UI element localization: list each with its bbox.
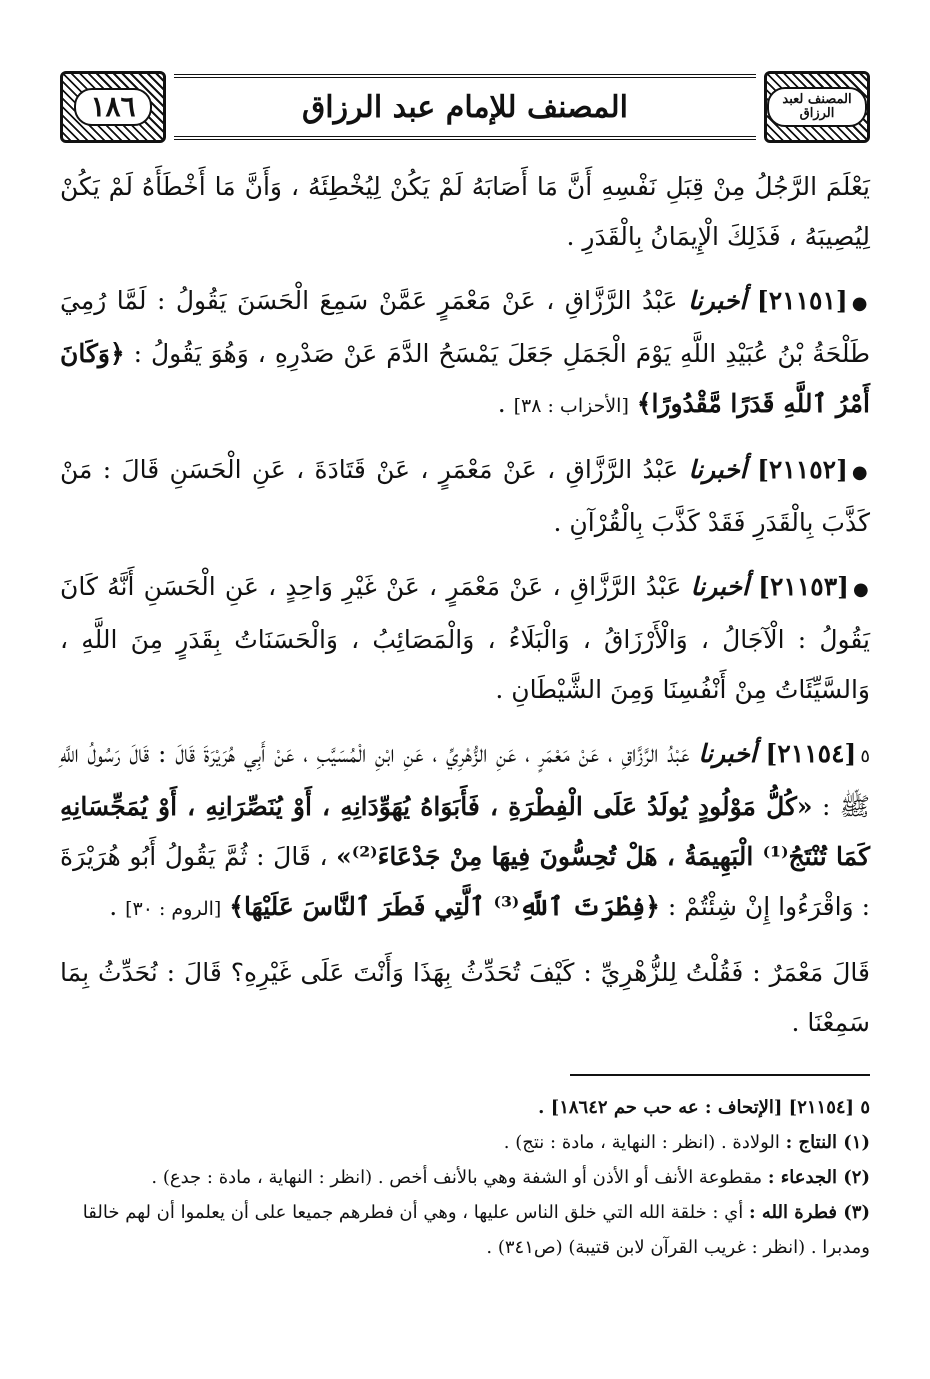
mamar-comment: [60, 948, 870, 1048]
title-band: [174, 74, 756, 140]
footnote-item: [60, 1125, 870, 1160]
hadith-number: [٢١١٥٤]: [765, 739, 857, 768]
footnotes: [60, 1090, 870, 1265]
footnote-text: مقطوعة الأنف أو الأذن أو الشفة وهي بالأنف أخص . (انظر : النهاية ، مادة : جدع) .: [151, 1167, 763, 1188]
footnote-item: [60, 1195, 870, 1265]
circle-marker: ٥: [860, 746, 871, 767]
main-text: [60, 162, 870, 1048]
paragraph-text: يَعْلَمَ الرَّجُلُ مِنْ قِبَلِ نَفْسِهِ أَنَّ مَا أَصَابَهُ لَمْ يَكُنْ لِيُخْطِئَهُ ، وَأَنَّ مَا أَخْطَأَهُ لَمْ يَكُنْ لِيُصِيبَهُ ، فَذَلِكَ الْإِيمَانُ بِالْقَدَرِ .: [60, 172, 870, 251]
footnote-divider: [570, 1074, 870, 1076]
prophetic-saying: «كُلُّ مَوْلُودٍ يُولَدُ عَلَى الْفِطْرَةِ ، فَأَبَوَاهُ يُهَوِّدَانِهِ ، أَوْ يُنَصِّرَانِهِ ، أَوْ يُمَجِّسَانِهِ كَمَا تُنْتَجُ⁽¹⁾ الْبَهِيمَةُ ، هَلْ تُحِسُّونَ فِيهَا مِنْ جَدْعَاءَ⁽²⁾»: [60, 792, 871, 871]
isnad-lead: أخبرنا: [688, 455, 747, 484]
paragraph-text: عَبْدُ الرَّزَّاقِ ، عَنْ مَعْمَرٍ ، عَنْ قَتَادَةَ ، عَنِ الْحَسَنِ قَالَ : مَنْ كَذَّبَ بِالْقَدَرِ فَقَدْ كَذَّبَ بِالْقُرْآنِ .: [60, 455, 870, 537]
surah-reference: [الروم : ٣٠]: [125, 898, 222, 920]
paragraph-text: قَالَ مَعْمَرٌ : فَقُلْتُ لِلزُّهْرِيِّ : كَيْفَ تُحَدِّثُ بِهَذَا وَأَنْتَ عَلَى غَيْرِهِ؟ قَالَ : نُحَدِّثُ بِمَا سَمِعْنَا .: [60, 958, 870, 1037]
paragraph-text: عَبْدُ الرَّزَّاقِ ، عَنْ مَعْمَرٍ عَمَّنْ سَمِعَ الْحَسَنَ يَقُولُ : لَمَّا رُمِيَ طَلْحَةُ بْنُ عُبَيْدِ اللَّهِ يَوْمَ الْجَمَلِ جَعَلَ يَمْسَحُ الدَّمَ عَنْ صَدْرِهِ ، وَهُوَ يَقُولُ :: [60, 286, 871, 368]
hadith-21154: [60, 729, 870, 934]
footnote-label: (١) النتاج :: [785, 1132, 870, 1153]
surah-reference: [الأحزاب : ٣٨]: [513, 395, 629, 417]
page-number: ١٨٦: [74, 88, 151, 127]
footnote-item: [60, 1160, 870, 1195]
hadith-number: [٢١١٥١]: [756, 286, 848, 315]
page-number-ornament: [60, 71, 166, 143]
paragraph-continuation: [60, 162, 870, 262]
hadith-21152: [60, 445, 870, 548]
isnad-lead: أخبرنا: [690, 572, 749, 601]
paragraph-text: عَبْدُ الرَّزَّاقِ ، عَنْ مَعْمَرٍ ، عَنْ غَيْرِ وَاحِدٍ ، عَنِ الْحَسَنِ أَنَّهُ كَانَ يَقُولُ : الْآجَالُ ، وَالْأَرْزَاقُ ، وَالْبَلَاءُ ، وَالْمَصَائِبُ ، وَالْحَسَنَاتُ بِقَدَرٍ مِنَ اللَّهِ ، وَالسَّيِّئَاتُ مِنْ أَنْفُسِنَا وَمِنَ الشَّيْطَانِ .: [60, 572, 870, 704]
footnote-text: الولادة . (انظر : النهاية ، مادة : نتج) .: [503, 1132, 780, 1153]
paragraph-tail: .: [497, 389, 506, 418]
bullet-marker: ●: [851, 462, 870, 483]
hadith-number: [٢١١٥٢]: [757, 455, 848, 484]
paragraph-text-2: ، قَالَ : ثُمَّ يَقُولُ أَبُو هُرَيْرَةَ : وَاقْرَءُوا إِنْ شِئْتُمْ :: [60, 842, 870, 921]
book-logo-text: المصنف لعبد الرزاق: [767, 87, 867, 128]
hadith-21153: [60, 562, 870, 715]
quran-quote: ﴿فِطْرَتَ ٱللَّهِ⁽³⁾ ٱلَّتِي فَطَرَ ٱلنَّاسَ عَلَيْهَا﴾: [229, 892, 660, 921]
book-logo-ornament: [764, 71, 870, 143]
quran-quote: ﴿وَكَانَ أَمْرُ ٱللَّهِ قَدَرًا مَّقْدُورًا﴾: [60, 339, 870, 418]
footnote-label: ٥ [٢١١٥٤] [الإتحاف : عه حب حم ١٨٦٤٢] .: [538, 1097, 870, 1118]
hadith-21151: [60, 276, 870, 431]
bullet-marker: ●: [851, 293, 870, 314]
running-title: المصنف للإمام عبد الرزاق: [278, 90, 652, 125]
footnote-text: أي : خلقة الله التي خلق الناس عليها ، وهي أن فطرهم جميعا على أن يعلموا أن لهم خالقا ومدبرا . (انظر : غريب القرآن لابن قتيبة) (ص٣٤١) .: [82, 1202, 870, 1258]
paragraph-tail: .: [109, 892, 118, 921]
hadith-number: [٢١١٥٣]: [758, 572, 849, 601]
paragraph-text: عَبْدُ الرَّزَّاقِ ، عَنْ مَعْمَرٍ ، عَنِ الزُّهْرِيِّ ، عَنِ ابْنِ الْمُسَيَّبِ ، عَنْ أَبِي هُرَيْرَةَ قَالَ : قَالَ رَسُولُ اللَّهِ ﷺ :: [60, 739, 871, 821]
footnote-label: (٣) فطرة الله :: [749, 1202, 870, 1223]
bullet-marker: ●: [852, 579, 870, 600]
isnad-lead: أخبرنا: [688, 286, 747, 315]
isnad-lead: أخبرنا: [698, 739, 757, 768]
footnote-label: (٢) الجدعاء :: [767, 1167, 870, 1188]
footnote-item: [60, 1090, 870, 1125]
page-header: [60, 70, 870, 144]
page: [60, 70, 870, 1265]
